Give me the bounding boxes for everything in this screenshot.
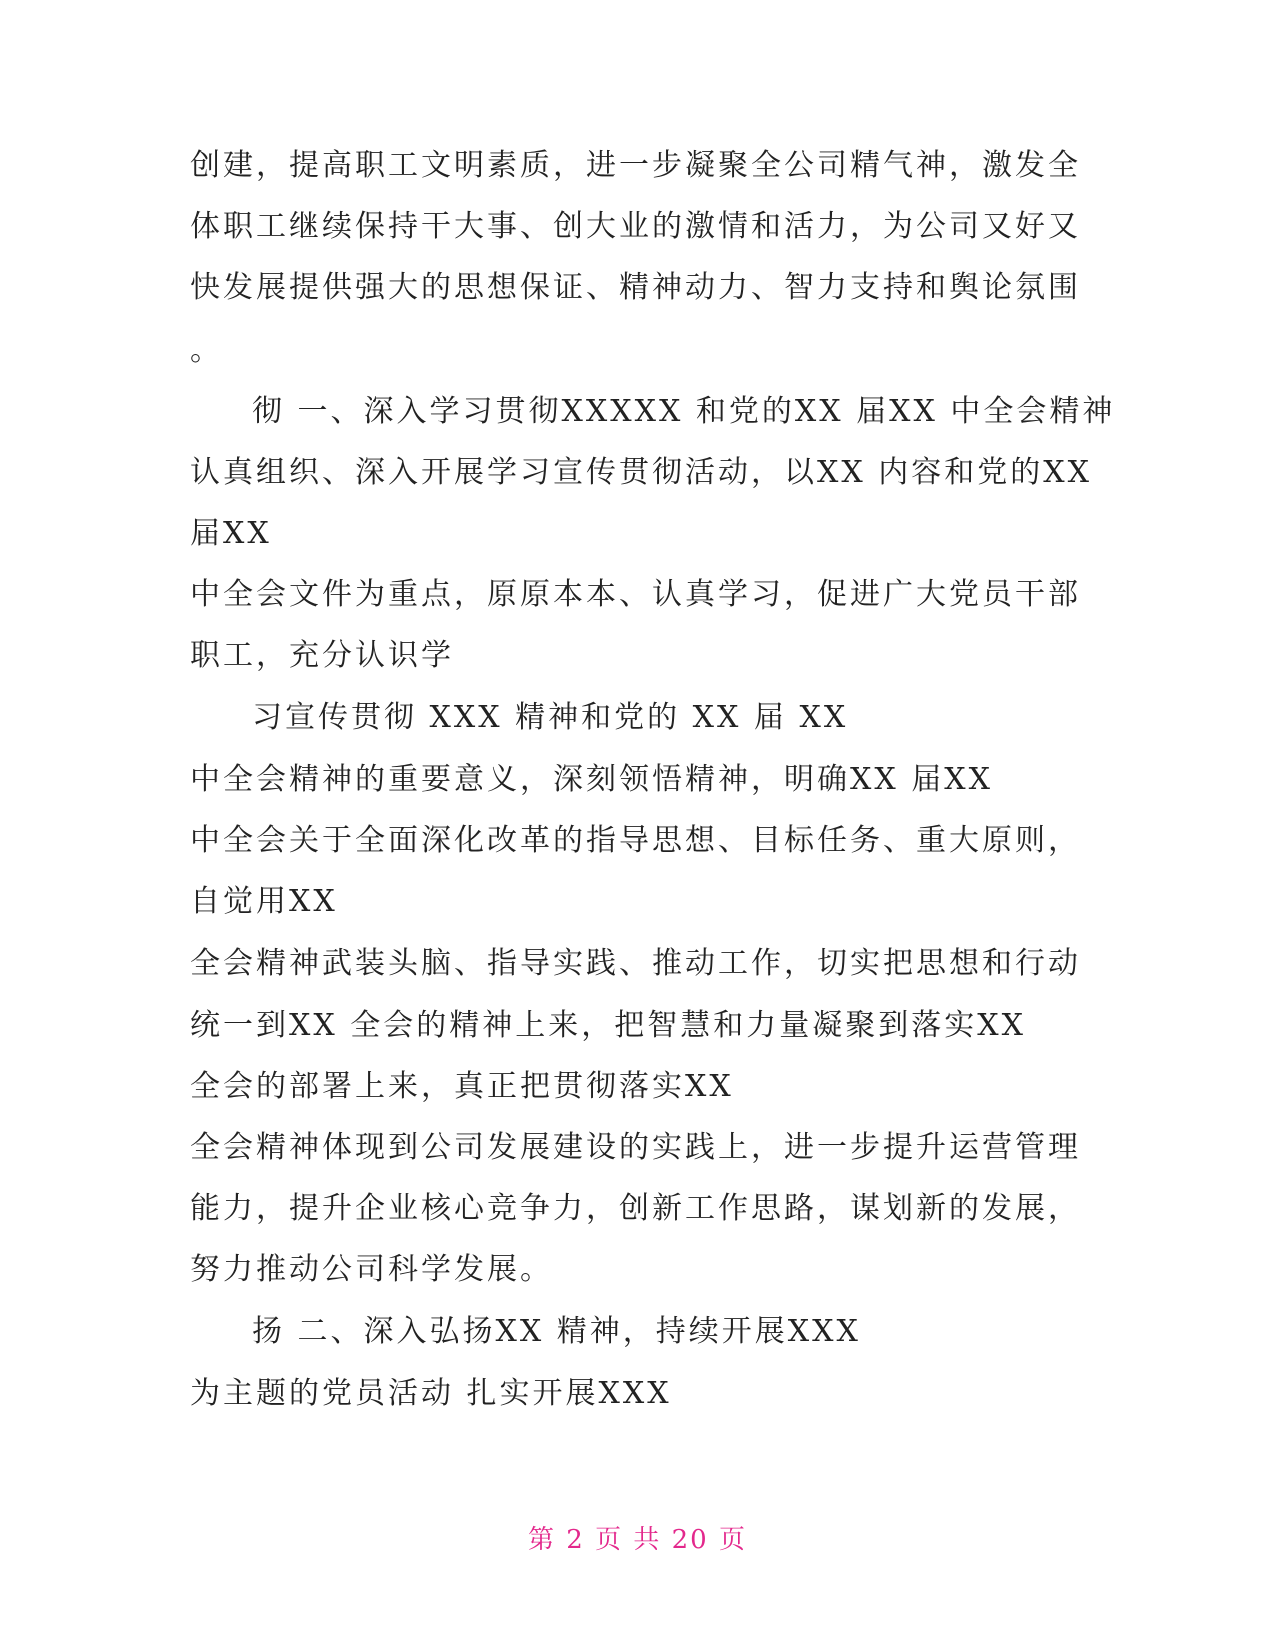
body-line: 。: [190, 333, 223, 368]
body-line: 能力，提升企业核心竞争力，创新工作思路，谋划新的发展，: [190, 1191, 1081, 1226]
body-line: 认真组织、深入开展学习宣传贯彻活动，以XX 内容和党的XX: [190, 455, 1092, 490]
body-line: 中全会关于全面深化改革的指导思想、目标任务、重大原则，: [190, 823, 1081, 858]
body-line: 全会精神武装头脑、指导实践、推动工作，切实把思想和行动: [190, 946, 1081, 981]
body-line: 全会精神体现到公司发展建设的实践上，进一步提升运营管理: [190, 1130, 1081, 1165]
body-line: 体职工继续保持干大事、创大业的激情和活力，为公司又好又: [190, 209, 1081, 244]
body-line: 届XX: [190, 516, 272, 551]
body-line: 习宣传贯彻 XXX 精神和党的 XX 届 XX: [252, 700, 849, 735]
body-line: 努力推动公司科学发展。: [190, 1252, 553, 1287]
body-line: 中全会精神的重要意义，深刻领悟精神，明确XX 届XX: [190, 762, 993, 797]
body-line: 中全会文件为重点，原原本本、认真学习，促进广大党员干部: [190, 577, 1081, 612]
section-heading: 彻 一、深入学习贯彻XXXXX 和党的XX 届XX 中全会精神: [252, 394, 1116, 429]
page-number-footer: 第 2 页 共 20 页: [528, 1525, 747, 1555]
body-line: 职工，充分认识学: [190, 638, 454, 673]
body-line: 为主题的党员活动 扎实开展XXX: [190, 1376, 672, 1411]
body-line: 自觉用XX: [190, 884, 338, 919]
body-line: 快发展提供强大的思想保证、精神动力、智力支持和舆论氛围: [190, 270, 1081, 305]
body-line: 统一到XX 全会的精神上来，把智慧和力量凝聚到落实XX: [190, 1008, 1026, 1043]
body-line: 创建，提高职工文明素质，进一步凝聚全公司精气神，激发全: [190, 148, 1081, 183]
section-heading: 扬 二、深入弘扬XX 精神，持续开展XXX: [252, 1314, 861, 1349]
body-line: 全会的部署上来，真正把贯彻落实XX: [190, 1069, 734, 1104]
